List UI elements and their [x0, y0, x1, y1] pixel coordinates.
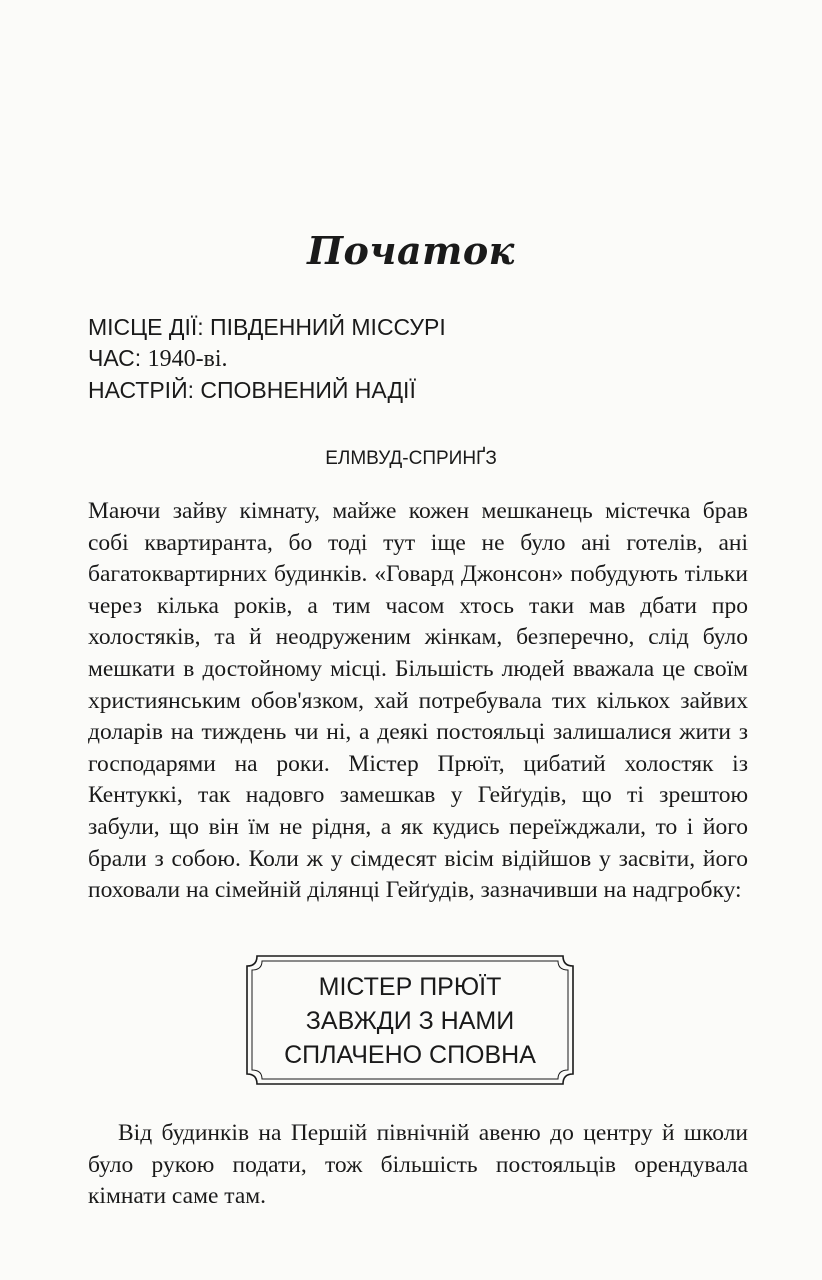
tombstone-line-2: ЗАВЖДИ З НАМИ: [305, 1007, 515, 1035]
chapter-title: Початок: [307, 228, 515, 273]
paragraph-second: Від будинків на Першій північній авеню до центру й школи було рукою подати, тож більшість постояльців орендувала кімнати саме там.: [88, 1120, 748, 1210]
scene-time: [88, 343, 748, 375]
scene-mood: НАСТРІЙ: СПОВНЕНИЙ НАДІЇ: [88, 377, 416, 403]
scene-time-label: ЧАС:: [88, 345, 142, 371]
tombstone-inscription: [243, 952, 577, 1088]
scene-place: МІСЦЕ ДІЇ: ПІВДЕННИЙ МІССУРІ: [88, 314, 446, 340]
tombstone-line-3: СПЛАЧЕНО СПОВНА: [284, 1041, 536, 1069]
tombstone-line-1: МІСТЕР ПРЮЇТ: [318, 973, 502, 1001]
location-heading: ЕЛМВУД-СПРИНҐЗ: [325, 448, 497, 469]
scene-info: [88, 312, 748, 406]
tombstone-text: [243, 970, 577, 1072]
scene-time-value: 1940-ві.: [147, 346, 228, 372]
paragraph-first: Маючи зайву кімнату, майже кожен мешканець містечка брав собі квартиранта, бо тоді тут іще не було ані готелів, ані багатоквартирних будинків. «Говард Джонсон» побудують тільки через кілька років, а тим часом хтось таки мав дбати про холостяків, та й неодруженим жінкам, безперечно, слід було мешкати в достойному місці. Більшість людей вважала це своїм християнським обов'язком, хай потребувала тих кількох зайвих доларів на тиждень чи ні, а деякі постояльці залишалися жити з господарями на роки. Містер Прюїт, цибатий холостяк із Кентуккі, так надовго замешкав у Гейґудів, що ті зрештою забули, що він їм не рідня, а як кудись переїжджали, то і його брали з собою. Коли ж у сімдесят вісім відійшов у засвіти, його поховали на сімейній ділянці Гейґудів, зазначивши на надгробку:: [88, 498, 748, 904]
